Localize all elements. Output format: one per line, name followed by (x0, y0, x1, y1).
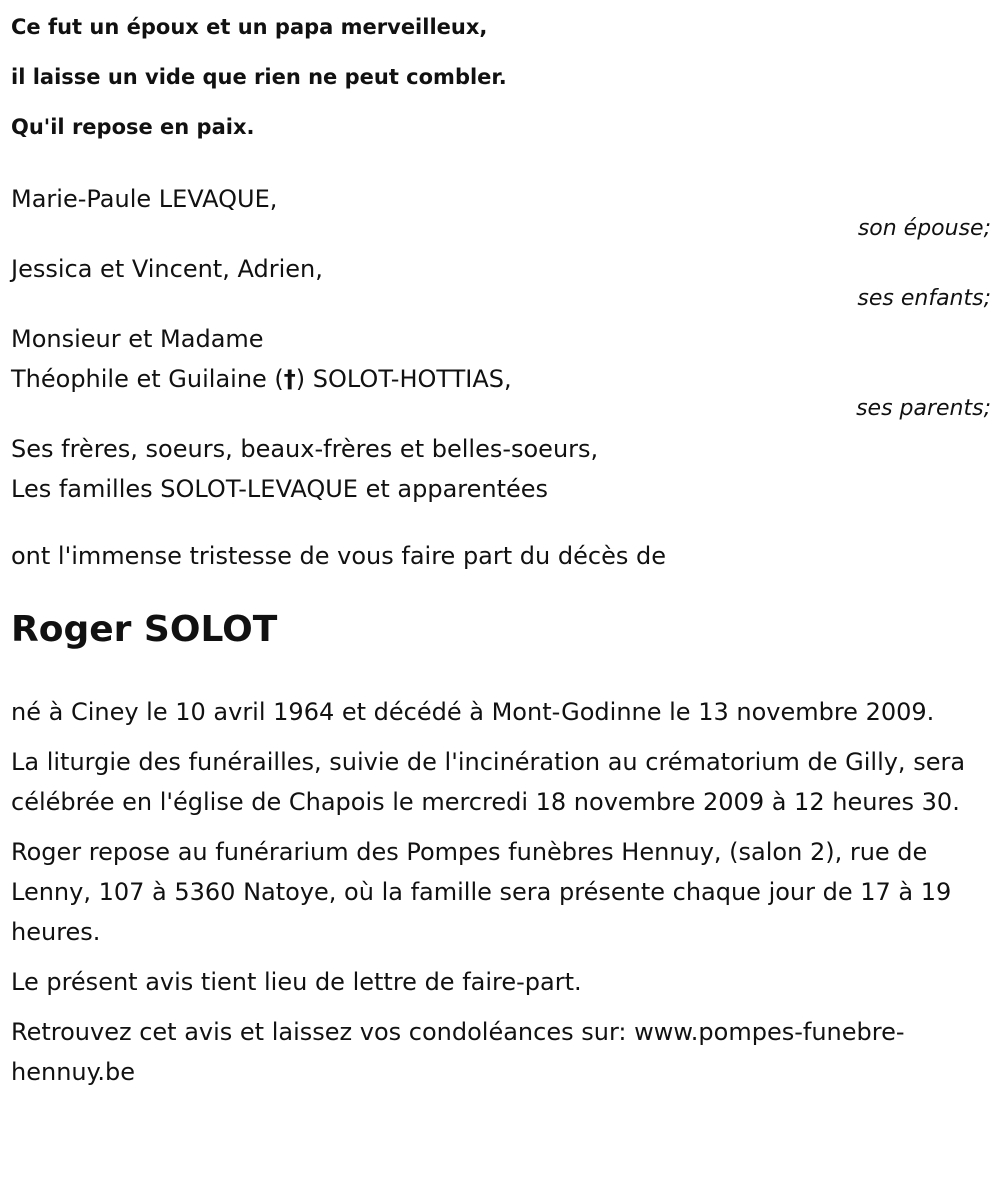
parents-names (11, 359, 991, 399)
condolences-paragraph: Retrouvez cet avis et laissez vos condoléances sur: www.pompes-funebre-hennuy.be (11, 1018, 905, 1086)
family-parents (11, 319, 991, 429)
notice-paragraph: Le présent avis tient lieu de lettre de faire-part. (11, 968, 582, 996)
funeral-paragraph: La liturgie des funérailles, suivie de l'incinération au crématorium de Gilly, sera célébrée en l'église de Chapois le mercredi 18 novembre 2009 à 12 heures 30. (11, 748, 966, 816)
children-names: Jessica et Vincent, Adrien, (11, 255, 323, 283)
announcement-text: ont l'immense tristesse de vous faire part du décès de (11, 542, 666, 570)
parents-relation: ses parents; (856, 396, 991, 421)
family-others (11, 429, 991, 509)
parents-names-prefix: Théophile et Guilaine ( (11, 365, 284, 393)
opening-line: Qu'il repose en paix. (11, 115, 255, 139)
funerarium-paragraph: Roger repose au funérarium des Pompes funèbres Hennuy, (salon 2), rue de Lenny, 107 à 5360 Natoye, où la famille sera présente chaque jour de 17 à 19 heures. (11, 838, 952, 946)
spouse-name: Marie-Paule LEVAQUE, (11, 185, 278, 213)
birth-death-paragraph: né à Ciney le 10 avril 1964 et décédé à Mont-Godinne le 13 novembre 2009. (11, 698, 935, 726)
deceased-name: Roger SOLOT (11, 609, 278, 650)
details (11, 692, 991, 1092)
families-line: Les familles SOLOT-LEVAQUE et apparentées (11, 475, 549, 503)
cross-icon: † (283, 365, 296, 393)
opening-verse (11, 2, 991, 152)
siblings-line: Ses frères, soeurs, beaux-frères et belles-soeurs, (11, 435, 599, 463)
family-spouse (11, 179, 991, 249)
opening-line: Ce fut un époux et un papa merveilleux, (11, 15, 488, 39)
spouse-relation: son épouse; (857, 216, 991, 241)
obituary-notice (11, 0, 991, 1102)
parents-title: Monsieur et Madame (11, 325, 264, 353)
opening-line: il laisse un vide que rien ne peut combler. (11, 65, 507, 89)
family-children (11, 249, 991, 319)
family-list (11, 179, 991, 509)
parents-names-suffix: ) SOLOT-HOTTIAS, (295, 365, 512, 393)
children-relation: ses enfants; (857, 286, 991, 311)
